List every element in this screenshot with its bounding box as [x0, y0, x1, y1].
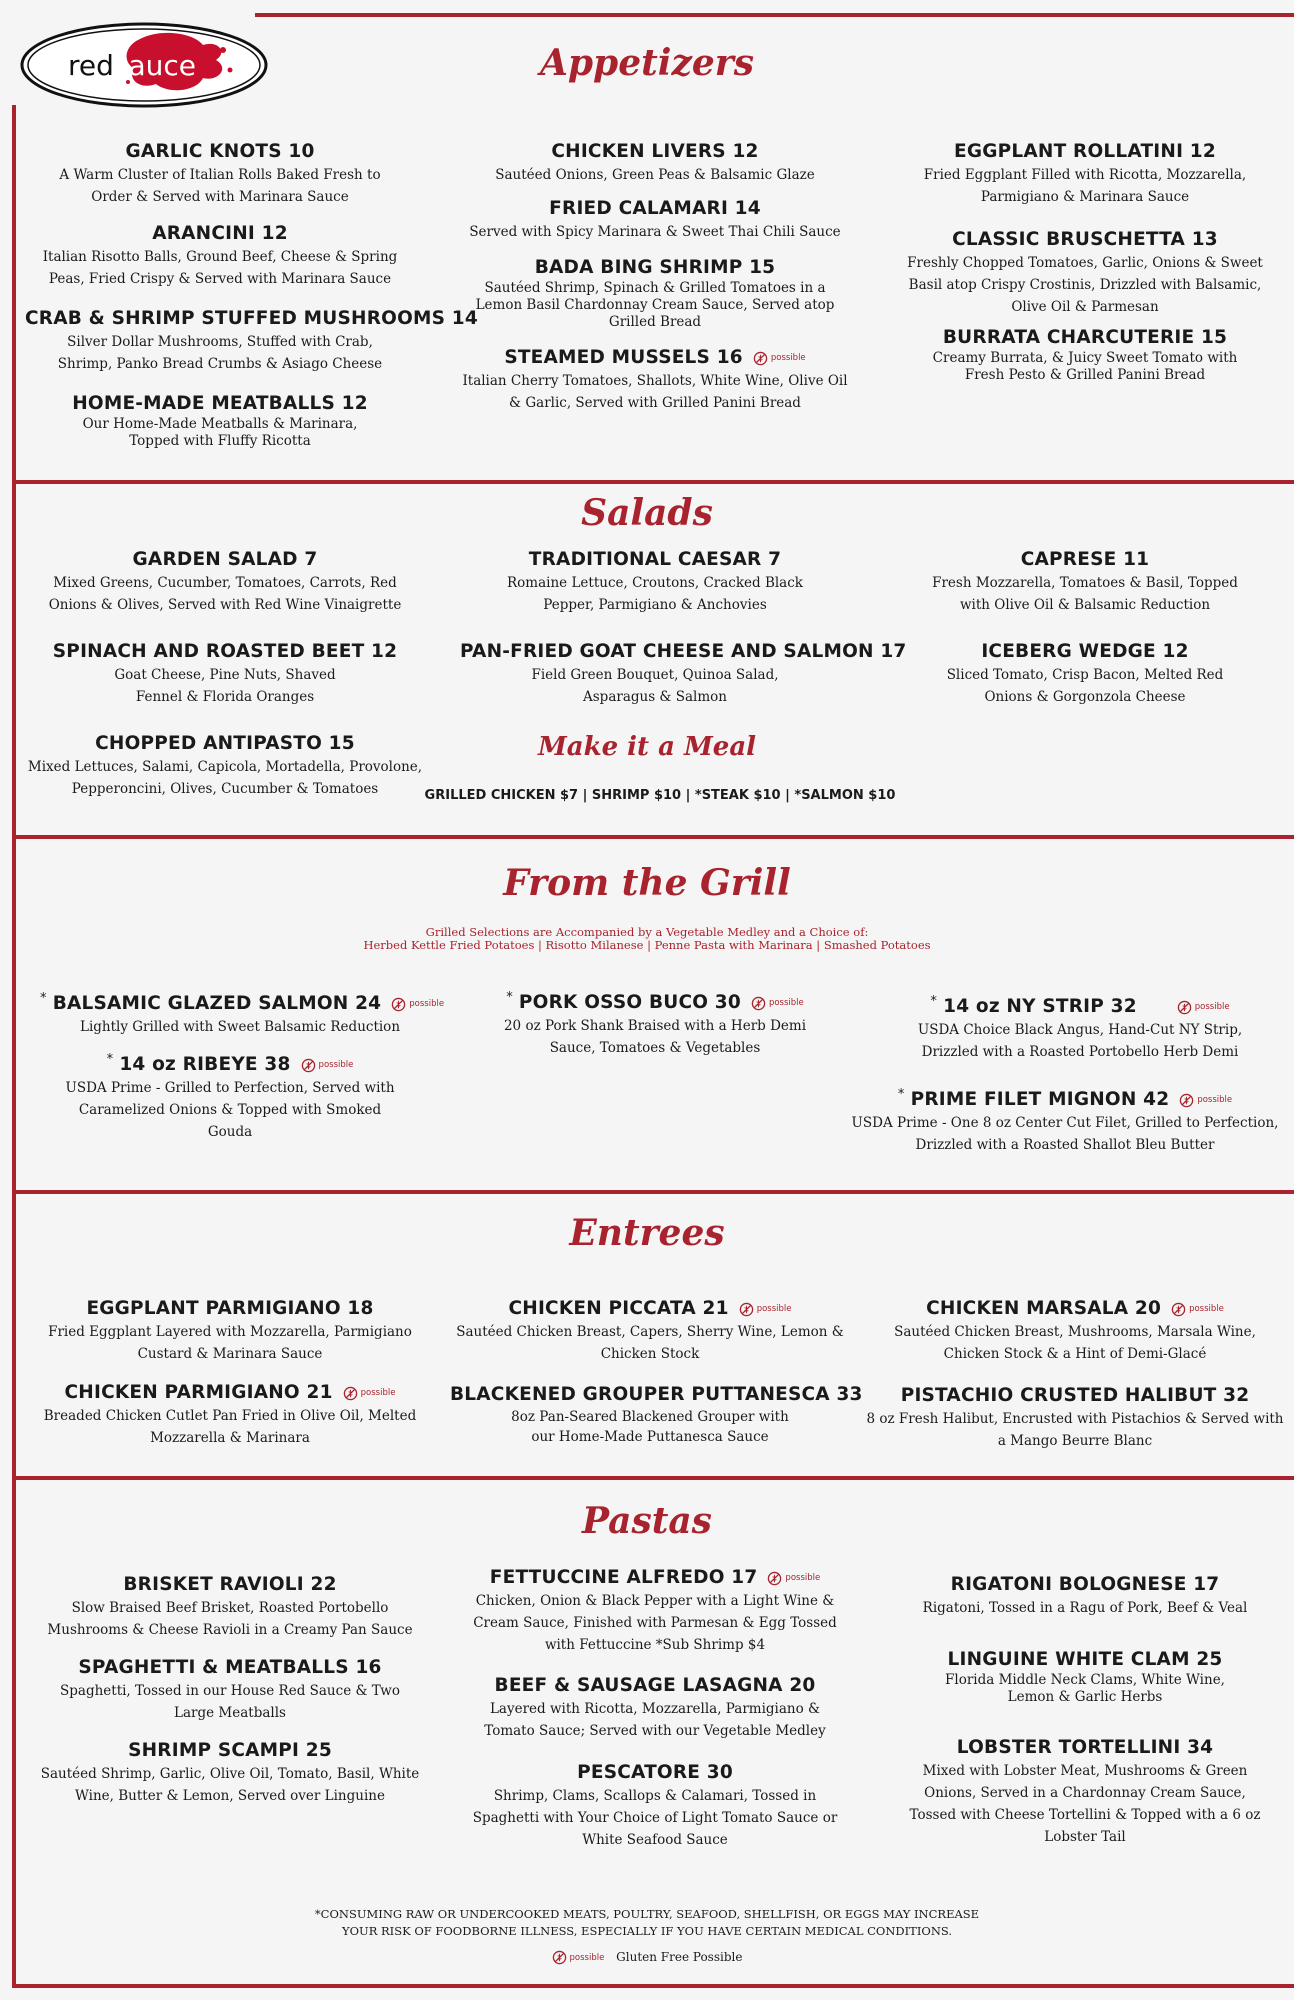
item-name-text: CHICKEN PICCATA 21 — [508, 1298, 729, 1319]
item-name — [870, 1297, 1280, 1321]
menu-item — [460, 640, 907, 708]
frame-bottom-border — [12, 1984, 1294, 1988]
menu-item — [865, 1384, 1285, 1452]
item-name: SHRIMP SCAMPI 25 — [128, 1740, 332, 1761]
gluten-free-badge: possible — [767, 1566, 820, 1590]
item-name: SPINACH AND ROASTED BEET 12 — [52, 641, 398, 662]
menu-item — [40, 1656, 420, 1724]
gluten-free-icon — [751, 996, 766, 1011]
item-name: * 14 oz RIBEYE 38 possible — [106, 1052, 354, 1076]
menu-item — [895, 228, 1275, 318]
item-name-text: CHICKEN MARSALA 20 — [926, 1298, 1162, 1319]
gluten-free-badge: possible — [1179, 1088, 1232, 1112]
menu-item — [450, 140, 860, 186]
item-description: Rigatoni, Tossed in a Ragu of Pork, Beef & Veal — [922, 1600, 1248, 1616]
item-description: Silver Dollar Mushrooms, Stuffed with Crab, Shrimp, Panko Bread Crumbs & Asiago Cheese — [57, 334, 383, 372]
menu-item — [470, 986, 840, 1059]
item-name: CRAB & SHRIMP STUFFED MUSHROOMS 14 — [25, 308, 478, 329]
section-title-pastas: Pastas — [582, 1500, 712, 1542]
item-name: SPAGHETTI & MEATBALLS 16 — [78, 1657, 382, 1678]
menu-item — [455, 1761, 855, 1851]
item-description: Spaghetti, Tossed in our House Red Sauce & Two Large Meatballs — [60, 1683, 400, 1721]
menu-item — [895, 640, 1275, 708]
item-description: Mixed Greens, Cucumber, Tomatoes, Carrots, Red Onions & Olives, Served with Red Wine Vinaigrette — [48, 575, 402, 613]
item-name: * 14 oz NY STRIP 32 possible — [930, 994, 1230, 1018]
gluten-free-icon — [767, 1571, 782, 1586]
item-name-text: PRIME FILET MIGNON 42 — [910, 1089, 1170, 1111]
gluten-free-badge: possible — [1171, 1297, 1224, 1321]
section-divider — [12, 835, 1294, 839]
item-description: Breaded Chicken Cutlet Pan Fried in Olive Oil, Melted Mozzarella & Marinara — [43, 1408, 417, 1446]
item-description: Creamy Burrata, & Juicy Sweet Tomato with Fresh Pesto & Grilled Panini Bread — [932, 350, 1238, 383]
footer-warning-line-1: *CONSUMING RAW OR UNDERCOOKED MEATS, POULTRY, SEAFOOD, SHELLFISH, OR EGGS MAY INCREASE — [314, 1907, 980, 1921]
item-description: Sautéed Onions, Green Peas & Balsamic Glaze — [495, 167, 815, 183]
item-description: A Warm Cluster of Italian Rolls Baked Fresh to Order & Served with Marinara Sauce — [59, 167, 381, 205]
menu-item — [40, 987, 445, 1038]
item-name: EGGPLANT PARMIGIANO 18 — [86, 1298, 374, 1319]
item-description: 8oz Pan-Seared Blackened Grouper with our Home-Made Puttanesca Sauce — [511, 1409, 789, 1445]
section-title-entrees: Entrees — [569, 1212, 725, 1254]
item-description: Sautéed Chicken Breast, Mushrooms, Marsala Wine, Chicken Stock & a Hint of Demi-Glacé — [894, 1324, 1256, 1362]
item-name-text: STEAMED MUSSELS 16 — [504, 347, 743, 368]
item-description: Sliced Tomato, Crisp Bacon, Melted Red Onions & Gorgonzola Cheese — [946, 667, 1224, 705]
gluten-free-icon — [1177, 1000, 1192, 1015]
item-name-text: CHICKEN PARMIGIANO 21 — [64, 1382, 333, 1403]
gluten-free-badge: possible — [552, 1950, 605, 1965]
footer-warning-line-2: YOUR RISK OF FOODBORNE ILLNESS, ESPECIALLY IF YOU HAVE CERTAIN MEDICAL CONDITIONS. — [341, 1924, 953, 1938]
item-name: LOBSTER TORTELLINI 34 — [956, 1737, 1214, 1758]
item-name: EGGPLANT ROLLATINI 12 — [954, 141, 1216, 162]
item-name: LINGUINE WHITE CLAM 25 — [947, 1649, 1223, 1670]
gluten-free-icon — [1179, 1093, 1194, 1108]
item-name: PAN-FRIED GOAT CHEESE AND SALMON 17 — [460, 641, 907, 662]
item-name: CHICKEN LIVERS 12 — [551, 141, 759, 162]
item-description: Fried Eggplant Layered with Mozzarella, Parmigiano Custard & Marinara Sauce — [48, 1324, 412, 1362]
grill-note-line-1: Grilled Selections are Accompanied by a Vegetable Medley and a Choice of: — [425, 925, 869, 939]
gluten-free-badge: possible — [391, 992, 444, 1016]
item-description: Fresh Mozzarella, Tomatoes & Basil, Topped with Olive Oil & Balsamic Reduction — [932, 575, 1238, 613]
item-description: Florida Middle Neck Clams, White Wine, Lemon & Garlic Herbs — [945, 1672, 1225, 1705]
item-name — [445, 1297, 855, 1321]
legend-text: Gluten Free Possible — [616, 1950, 743, 1964]
item-description: Sautéed Shrimp, Spinach & Grilled Tomatoes in a Lemon Basil Chardonnay Cream Sauce, Served atop Grilled Bread — [475, 280, 835, 330]
item-description: Sautéed Chicken Breast, Capers, Sherry Wine, Lemon & Chicken Stock — [456, 1324, 844, 1362]
item-name: * PRIME FILET MIGNON 42 possible — [897, 1087, 1233, 1111]
item-description: Shrimp, Clams, Scallops & Calamari, Tossed in Spaghetti with Your Choice of Light Tomato Sauce or White Seafood Sauce — [472, 1788, 838, 1848]
menu-item — [40, 1739, 420, 1807]
gluten-free-badge: possible — [753, 346, 806, 370]
menu-item — [60, 392, 380, 450]
menu-item — [470, 256, 840, 331]
item-name: GARLIC KNOTS 10 — [125, 141, 315, 162]
make-it-a-meal-title: Make it a Meal — [537, 732, 757, 762]
menu-item — [880, 990, 1280, 1063]
section-title-grill: From the Grill — [503, 862, 791, 904]
menu-item — [895, 140, 1275, 208]
section-divider — [12, 480, 1294, 484]
gluten-free-badge: possible — [343, 1381, 396, 1405]
item-description: Mixed with Lobster Meat, Mushrooms & Green Onions, Served in a Chardonnay Cream Sauce, Tossed with Cheese Tortellini & Topped with a 6 oz Lobster Tail — [909, 1763, 1261, 1845]
item-description: Goat Cheese, Pine Nuts, Shaved Fennel & Florida Oranges — [114, 667, 336, 705]
menu-item — [470, 548, 840, 616]
menu-item — [25, 307, 478, 375]
item-description: Freshly Chopped Tomatoes, Garlic, Onions & Sweet Basil atop Crispy Crostinis, Drizzled with Balsamic, Olive Oil & Parmesan — [907, 255, 1263, 315]
menu-item — [35, 548, 415, 616]
frame-left-border — [12, 105, 16, 1988]
menu-item — [40, 1573, 420, 1641]
menu-item — [35, 1297, 425, 1365]
gluten-free-icon — [753, 351, 768, 366]
item-description: Slow Braised Beef Brisket, Roasted Portobello Mushrooms & Cheese Ravioli in a Creamy Pan Sauce — [47, 1600, 413, 1638]
menu-item — [890, 1573, 1280, 1619]
menu-item — [460, 346, 850, 414]
item-description: Italian Risotto Balls, Ground Beef, Cheese & Spring Peas, Fried Crispy & Served with Marinara Sauce — [42, 249, 398, 287]
gluten-free-icon — [1171, 1302, 1186, 1317]
item-description: Our Home-Made Meatballs & Marinara, Topped with Fluffy Ricotta — [82, 416, 358, 449]
gluten-free-icon — [391, 997, 406, 1012]
menu-item — [40, 140, 400, 208]
menu-item — [870, 1297, 1280, 1365]
item-name: BURRATA CHARCUTERIE 15 — [942, 327, 1228, 348]
item-name: CAPRESE 11 — [1020, 549, 1150, 570]
item-name — [40, 1381, 420, 1405]
item-name — [455, 1566, 855, 1590]
item-description: Romaine Lettuce, Croutons, Cracked Black Pepper, Parmigiano & Anchovies — [507, 575, 803, 613]
item-description: Italian Cherry Tomatoes, Shallots, White Wine, Olive Oil & Garlic, Served with Grilled Panini Bread — [462, 373, 848, 411]
menu-item — [840, 1083, 1290, 1156]
item-name: TRADITIONAL CAESAR 7 — [528, 549, 782, 570]
grill-note-line-2: Herbed Kettle Fried Potatoes | Risotto Milanese | Penne Pasta with Marinara | Smashed Potatoes — [363, 938, 931, 952]
menu-item — [890, 1648, 1280, 1706]
item-name-text: BALSAMIC GLAZED SALMON 24 — [52, 993, 382, 1015]
menu-item — [915, 326, 1255, 384]
meal-addons: GRILLED CHICKEN $7 | SHRIMP $10 | *STEAK $10 | *SALMON $10 — [424, 788, 896, 803]
item-name-text: PORK OSSO BUCO 30 — [518, 992, 741, 1014]
section-divider — [12, 1190, 1294, 1194]
item-description: Mixed Lettuces, Salami, Capicola, Mortadella, Provolone, Pepperoncini, Olives, Cucumber & Tomatoes — [27, 759, 423, 797]
item-name: CHOPPED ANTIPASTO 15 — [95, 733, 355, 754]
menu-item — [40, 1381, 420, 1449]
item-name: PESCATORE 30 — [577, 1762, 733, 1783]
item-description: USDA Choice Black Angus, Hand-Cut NY Strip, Drizzled with a Roasted Portobello Herb Demi — [917, 1022, 1243, 1061]
item-name: RIGATONI BOLOGNESE 17 — [950, 1574, 1220, 1595]
item-name: GARDEN SALAD 7 — [132, 549, 318, 570]
gluten-free-badge: possible — [301, 1053, 354, 1077]
item-name: HOME-MADE MEATBALLS 12 — [72, 393, 368, 414]
item-description: Field Green Bouquet, Quinoa Salad, Asparagus & Salmon — [531, 667, 779, 705]
gluten-free-icon — [552, 1950, 567, 1965]
frame-top-border — [255, 13, 1294, 17]
item-name-text: 14 oz RIBEYE 38 — [119, 1054, 291, 1076]
section-divider — [12, 1476, 1294, 1480]
item-name: FRIED CALAMARI 14 — [549, 198, 761, 219]
gluten-free-legend — [0, 1950, 1294, 1965]
item-name-text: FETTUCCINE ALFREDO 17 — [489, 1567, 758, 1588]
menu-item — [35, 640, 415, 708]
menu-item — [895, 548, 1275, 616]
menu-item — [40, 1048, 420, 1143]
item-description: 8 oz Fresh Halibut, Encrusted with Pistachios & Served with a Mango Beurre Blanc — [866, 1411, 1284, 1449]
item-description: Layered with Ricotta, Mozzarella, Parmigiano & Tomato Sauce; Served with our Vegetable Medley — [484, 1701, 826, 1739]
item-name: BLACKENED GROUPER PUTTANESCA 33 — [450, 1384, 863, 1405]
item-name: PISTACHIO CRUSTED HALIBUT 32 — [900, 1385, 1250, 1406]
item-name: BEEF & SAUSAGE LASAGNA 20 — [494, 1675, 816, 1696]
item-name: BADA BING SHRIMP 15 — [534, 257, 776, 278]
gluten-free-icon — [301, 1058, 316, 1073]
item-description: USDA Prime - One 8 oz Center Cut Filet, Grilled to Perfection, Drizzled with a Roasted Shallot Bleu Butter — [851, 1115, 1279, 1154]
menu-item — [450, 197, 860, 243]
item-name: * BALSAMIC GLAZED SALMON 24 possible — [40, 991, 445, 1015]
item-name-text: 14 oz NY STRIP 32 — [943, 996, 1137, 1018]
gluten-free-icon — [343, 1386, 358, 1401]
menu-item — [30, 222, 410, 290]
section-title-salads: Salads — [581, 492, 713, 534]
item-description: USDA Prime - Grilled to Perfection, Served with Caramelized Onions & Topped with Smoked Gouda — [65, 1080, 395, 1141]
item-name: ICEBERG WEDGE 12 — [981, 641, 1189, 662]
item-name — [460, 346, 850, 370]
section-title-appetizers: Appetizers — [539, 42, 755, 84]
item-name: ARANCINI 12 — [152, 223, 288, 244]
menu-item — [890, 1736, 1280, 1848]
item-description: Chicken, Onion & Black Pepper with a Light Wine & Cream Sauce, Finished with Parmesan & Egg Tossed with Fettuccine *Sub Shrimp $4 — [473, 1593, 837, 1653]
item-name: CLASSIC BRUSCHETTA 13 — [952, 229, 1218, 250]
logo-text-red: redsauce — [68, 49, 197, 82]
gluten-free-badge: possible — [751, 991, 804, 1015]
menu-item — [450, 1383, 863, 1447]
item-description: Sautéed Shrimp, Garlic, Olive Oil, Tomato, Basil, White Wine, Butter & Lemon, Served over Linguine — [40, 1766, 420, 1804]
menu-item — [455, 1674, 855, 1742]
item-description: Served with Spicy Marinara & Sweet Thai Chili Sauce — [469, 224, 841, 240]
item-description: Lightly Grilled with Sweet Balsamic Reduction — [79, 1019, 401, 1036]
gluten-free-badge: possible — [739, 1297, 792, 1321]
item-name: BRISKET RAVIOLI 22 — [123, 1574, 337, 1595]
item-description: Fried Eggplant Filled with Ricotta, Mozzarella, Parmigiano & Marinara Sauce — [923, 167, 1247, 205]
item-name: * PORK OSSO BUCO 30 possible — [506, 990, 804, 1014]
gluten-free-badge: possible — [1177, 995, 1230, 1019]
menu-item — [445, 1297, 855, 1365]
item-description: 20 oz Pork Shank Braised with a Herb Demi Sauce, Tomatoes & Vegetables — [503, 1018, 807, 1057]
gluten-free-icon — [739, 1302, 754, 1317]
menu-item — [455, 1566, 855, 1656]
